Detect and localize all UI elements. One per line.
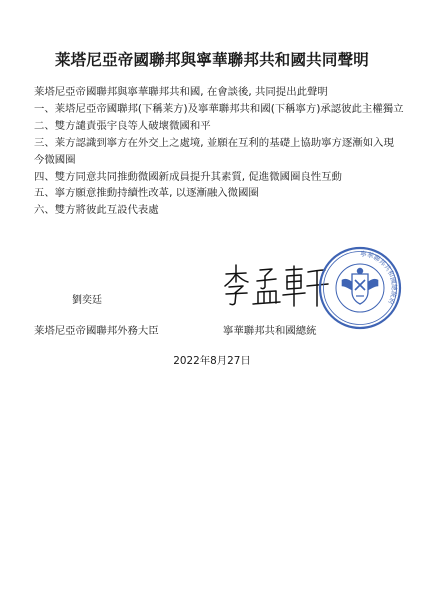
statement-item-2: 二、雙方譴責張宇良等人破壞微國和平 <box>34 119 211 132</box>
handwritten-signature <box>222 262 332 308</box>
right-signer-role: 寧華聯邦共和國總統 <box>223 325 317 337</box>
statement-body <box>34 84 404 219</box>
statement-item-1: 一、莱塔尼亞帝國聯邦(下稱莱方)及寧華聯邦共和國(下稱寧方)承認彼此主權獨立 <box>34 102 404 115</box>
svg-text:寧華聯邦共和國總統府: 寧華聯邦共和國總統府 <box>359 249 399 306</box>
statement-item-3: 三、莱方認識到寧方在外交上之處境, 並願在互利的基礎上協助寧方逐漸如入現今微國圈 <box>34 136 394 166</box>
document-date: 2022年8月27日 <box>173 355 251 367</box>
statement-item-5: 五、寧方願意推動持續性改革, 以逐漸融入微國圈 <box>34 187 259 200</box>
statement-item-6: 六、雙方將彼此互設代表處 <box>34 204 159 217</box>
statement-item-4: 四、雙方同意共同推動微國新成員提升其素質, 促進微國圈良性互動 <box>34 170 342 183</box>
left-signer-role: 莱塔尼亞帝國聯邦外務大臣 <box>34 325 159 337</box>
left-signer-name: 劉奕廷 <box>72 295 102 306</box>
official-seal <box>318 246 402 330</box>
statement-intro: 莱塔尼亞帝國聯邦與寧華聯邦共和國, 在會談後, 共同提出此聲明 <box>34 86 328 98</box>
document-title: 莱塔尼亞帝國聯邦與寧華聯邦共和國共同聲明 <box>54 51 369 69</box>
